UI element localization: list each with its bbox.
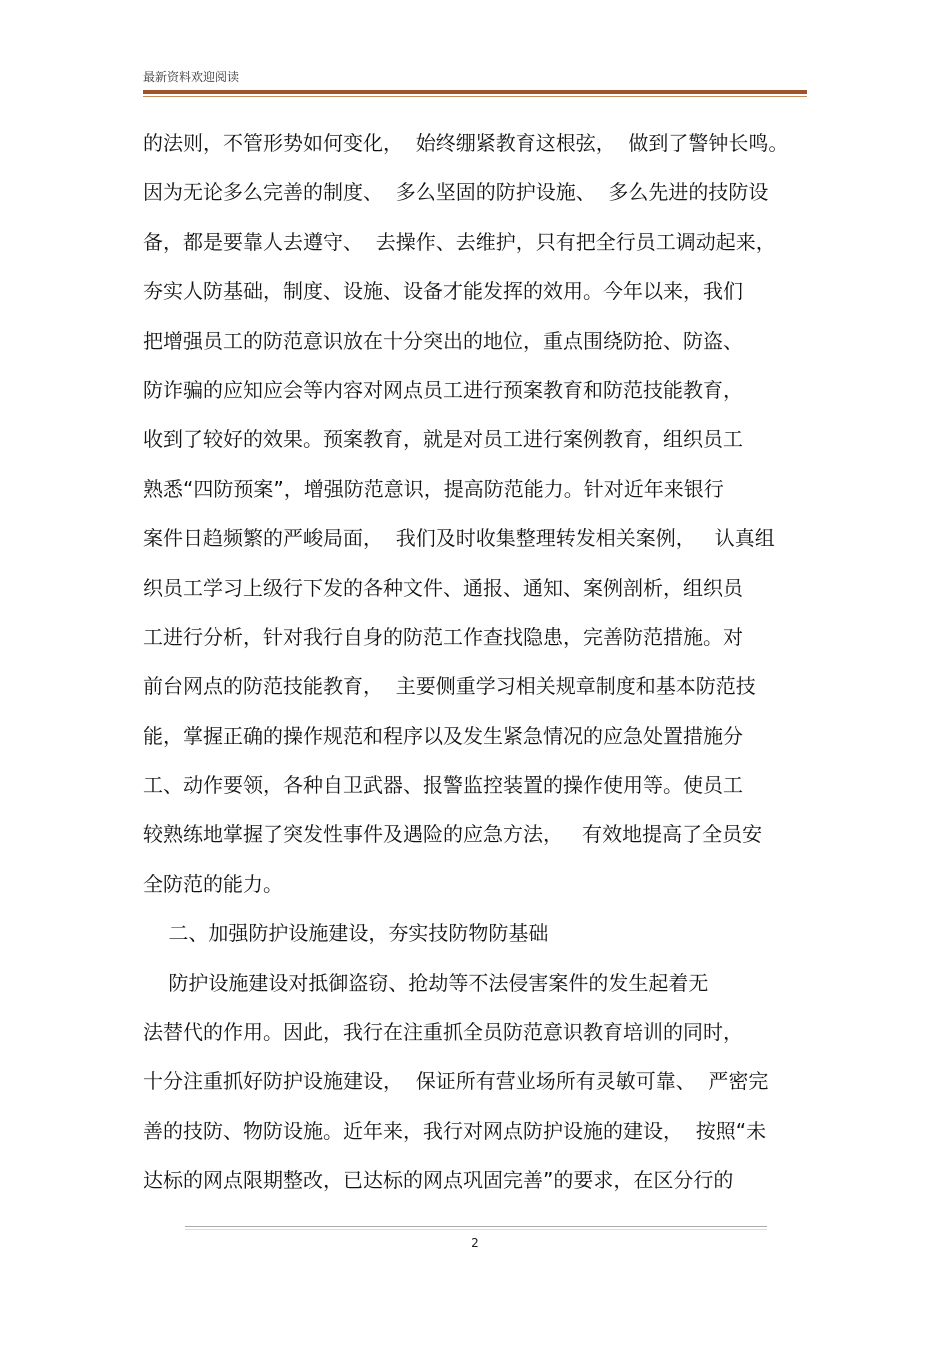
text-line: 案件日趋频繁的严峻局面， 我们及时收集整理转发相关案例， 认真组 [143,526,775,551]
section-heading: 二、加强防护设施建设，夯实技防物防基础 [143,921,549,946]
header-rule-thick [143,90,807,94]
text-line: 的法则，不管形势如何变化， 始终绷紧教育这根弦， 做到了警钟长鸣。 [143,131,789,155]
text-line: 因为无论多么完善的制度、 多么坚固的防护设施、 多么先进的技防设 [143,180,769,205]
text-line: 防护设施建设对抵御盗窃、抢劫等不法侵害案件的发生起着无 [143,970,709,995]
text-line: 防诈骗的应知应会等内容对网点员工进行预案教育和防范技能教育， [143,377,743,402]
text-line: 达标的网点限期整改，已达标的网点巩固完善”的要求，在区分行的 [143,1168,734,1193]
page-header-text: 最新资料欢迎阅读 [143,70,240,84]
text-line: 前台网点的防范技能教育， 主要侧重学习相关规章制度和基本防范技 [143,674,756,699]
text-line: 善的技防、物防设施。近年来，我行对网点防护设施的建设， 按照“未 [143,1118,767,1143]
footer-rule [185,1226,767,1230]
text-line: 把增强员工的防范意识放在十分突出的地位，重点围绕防抢、防盗、 [143,328,743,353]
text-line: 工、动作要领，各种自卫武器、报警监控装置的操作使用等。使员工 [143,773,743,798]
text-line: 备，都是要靠人去遵守、 去操作、去维护，只有把全行员工调动起来， [143,229,776,254]
text-line: 织员工学习上级行下发的各种文件、通报、通知、案例剖析，组织员 [143,575,743,600]
text-line: 较熟练地掌握了突发性事件及遇险的应急方法， 有效地提高了全员安 [143,822,763,847]
body-text [143,123,813,1210]
text-line: 全防范的能力。 [143,871,283,896]
text-line: 法替代的作用。因此，我行在注重抓全员防范意识教育培训的同时， [143,1020,743,1045]
page-number: 2 [471,1236,479,1250]
text-line: 收到了较好的效果。预案教育，就是对员工进行案例教育，组织员工 [143,427,743,452]
text-line: 十分注重抓好防护设施建设， 保证所有营业场所有灵敏可靠、 严密完 [143,1069,769,1094]
text-line: 工进行分析，针对我行自身的防范工作查找隐患，完善防范措施。对 [143,624,743,649]
text-line: 夯实人防基础，制度、设施、设备才能发挥的效用。今年以来，我们 [143,279,743,304]
text-line: 能，掌握正确的操作规范和程序以及发生紧急情况的应急处置措施分 [143,723,743,748]
text-line: 熟悉“四防预案”，增强防范意识，提高防范能力。针对近年来银行 [143,476,724,501]
header-rule-thin [143,96,807,97]
